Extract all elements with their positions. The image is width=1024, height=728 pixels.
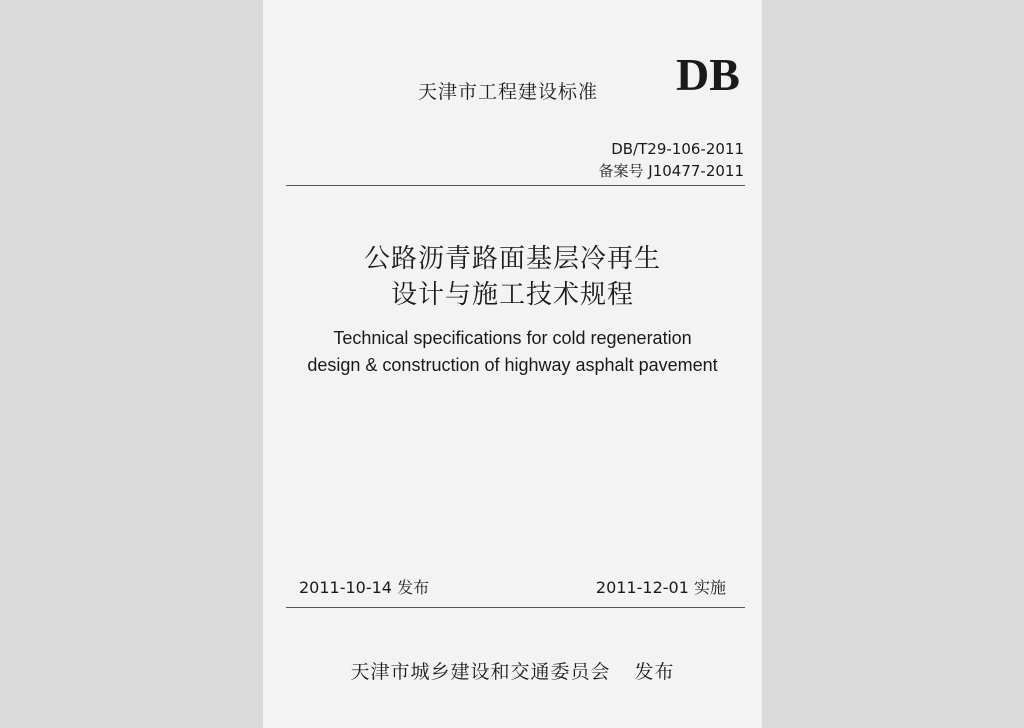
chinese-title-line-1: 公路沥青路面基层冷再生: [363, 244, 661, 274]
bottom-divider: [286, 607, 745, 608]
document-cover: [263, 0, 762, 728]
db-mark: DB: [676, 49, 740, 100]
implement-date: 2011-12-01 实施: [595, 578, 726, 597]
chinese-title: [263, 241, 762, 313]
english-title-line-1: Technical specifications for cold regeneration: [333, 328, 692, 348]
english-title-line-2: design & construction of highway asphalt pavement: [307, 355, 718, 375]
publisher: [263, 657, 762, 684]
chinese-title-line-2: 设计与施工技术规程: [390, 280, 634, 310]
record-number: 备案号 J10477-2011: [598, 162, 744, 180]
issue-date: 2011-10-14 发布: [299, 578, 430, 597]
standard-number: DB/T29-106-2011: [611, 140, 744, 158]
top-divider: [286, 185, 745, 186]
standard-category: 天津市工程建设标准: [418, 81, 599, 103]
publisher-action: 发布: [634, 661, 675, 683]
english-title: [263, 325, 762, 379]
code-block: [599, 138, 745, 182]
publisher-name: 天津市城乡建设和交通委员会: [350, 661, 611, 683]
